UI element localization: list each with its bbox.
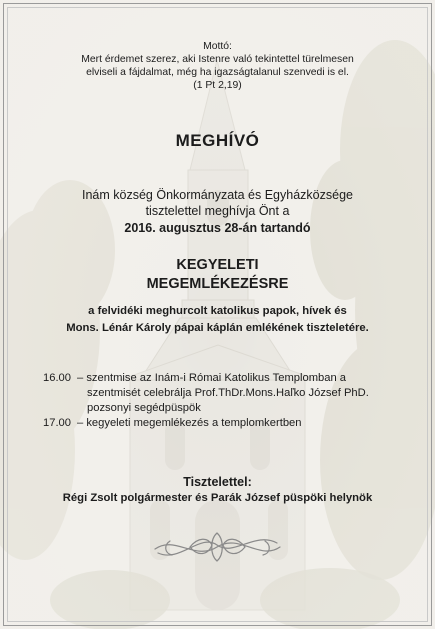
schedule-item-1-line-1: – szentmise az Inám-i Római Katolikus Templomban a — [77, 372, 347, 384]
closing-greeting: Tisztelettel: — [183, 475, 252, 489]
intro-line-2: tisztelettel meghívja Önt a — [145, 204, 290, 218]
event-date: 2016. augusztus 28-án tartandó — [124, 221, 311, 235]
page-title: MEGHÍVÓ — [175, 131, 260, 150]
dedication-line-1: a felvidéki meghurcolt katolikus papok, hívek és — [88, 305, 347, 317]
flourish-ornament — [150, 527, 285, 567]
schedule-time-2: 17.00 — [43, 417, 71, 429]
schedule-item-1-line-3: pozsonyi segédpüspök — [87, 402, 201, 414]
schedule-time-1: 16.00 — [43, 372, 71, 384]
motto-reference: (1 Pt 2,19) — [193, 80, 242, 91]
schedule-item-1-line-2: szentmisét celebrálja Prof.ThDr.Mons.Haľko József PhD. — [87, 387, 369, 399]
dedication-line-2: Mons. Lénár Károly pápai káplán emlékének tiszteletére. — [66, 322, 369, 334]
event-title-line-2: MEGEMLÉKEZÉSRE — [146, 276, 289, 292]
event-title-line-1: KEGYELETI — [176, 257, 259, 273]
motto-heading: Mottó: — [203, 41, 232, 52]
motto-line-2: elviseli a fájdalmat, még ha igazságtalanul szenvedi is el. — [86, 67, 349, 78]
intro-line-1: Inám község Önkormányzata és Egyházközsége — [82, 188, 353, 202]
closing-signatories: Régi Zsolt polgármester és Parák József püspöki helynök — [62, 492, 373, 504]
motto-line-1: Mert érdemet szerez, aki Istenre való tekintettel türelmesen — [81, 54, 354, 65]
schedule-item-2-line-1: – kegyeleti megemlékezés a templomkertben — [77, 417, 302, 429]
